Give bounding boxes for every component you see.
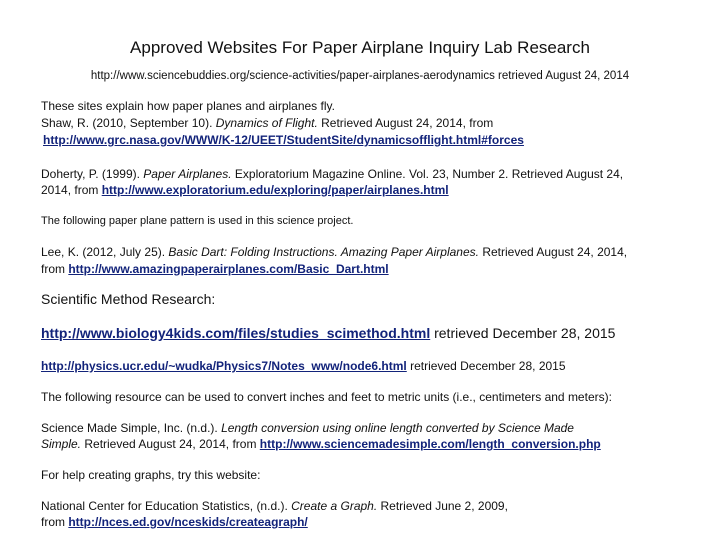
ref-sms-line2-suffix: Retrieved August 24, 2014, from (81, 437, 260, 451)
page-title: Approved Websites For Paper Airplane Inquiry Lab Research (130, 38, 590, 57)
ref-shaw-suffix: Retrieved August 24, 2014, from (317, 116, 494, 130)
nces-link[interactable]: http://nces.ed.gov/nceskids/createagraph/ (68, 515, 308, 529)
ref-nces-line1 (41, 498, 508, 514)
ref-shaw-prefix: Shaw, R. (2010, September 10). (41, 116, 216, 130)
biology4kids-link[interactable]: http://www.biology4kids.com/files/studies_scimethod.html (41, 325, 431, 341)
ref-doherty-line2-prefix: 2014, from (41, 183, 102, 197)
ref-nces-line2 (41, 514, 308, 530)
ref-shaw-line2 (43, 132, 524, 148)
ref-ucr (41, 358, 566, 374)
ref-doherty-line1 (41, 166, 623, 182)
ref-sms-title-end: Simple. (41, 437, 82, 451)
ref-nces-prefix: National Center for Education Statistics, (n.d.). (41, 499, 292, 513)
ref-biology4kids (41, 325, 615, 341)
ref-doherty-line2 (41, 182, 449, 198)
exploratorium-link[interactable]: http://www.exploratorium.edu/exploring/paper/airplanes.html (101, 183, 449, 197)
ref-biology4kids-suffix: retrieved December 28, 2015 (430, 325, 616, 341)
ref-nces-suffix: Retrieved June 2, 2009, (377, 499, 508, 513)
ref-lee-title: Basic Dart: Folding Instructions. Amazing Paper Airplanes. (168, 245, 479, 259)
ref-sms-prefix: Science Made Simple, Inc. (n.d.). (41, 421, 222, 435)
ref-sms-line2 (41, 436, 601, 452)
ref-ucr-suffix: retrieved December 28, 2015 (406, 359, 566, 373)
ref-nces-line2-prefix: from (41, 515, 69, 529)
ref-lee-line1 (41, 244, 627, 260)
ucr-physics-link[interactable]: http://physics.ucr.edu/~wudka/Physics7/Notes_www/node6.html (41, 359, 407, 373)
ref-nces-title: Create a Graph. (291, 499, 378, 513)
nasa-link[interactable]: http://www.grc.nasa.gov/WWW/K-12/UEET/StudentSite/dynamicsofflight.html#forces (43, 133, 524, 147)
ref-doherty-prefix: Doherty, P. (1999). (41, 167, 144, 181)
graph-note: For help creating graphs, try this website: (41, 468, 261, 482)
scientific-method-heading: Scientific Method Research: (41, 291, 216, 307)
pattern-note: The following paper plane pattern is used in this science project. (41, 215, 354, 227)
ref-sms-line1 (41, 420, 574, 436)
ref-lee-prefix: Lee, K. (2012, July 25). (41, 245, 169, 259)
ref-lee-suffix: Retrieved August 24, 2014, (479, 245, 628, 259)
ref-doherty-title: Paper Airplanes. (143, 167, 232, 181)
intro-text: These sites explain how paper planes and airplanes fly. (41, 99, 335, 113)
ref-lee-line2-prefix: from (41, 262, 69, 276)
sciencemadesimple-link[interactable]: http://www.sciencemadesimple.com/length_conversion.php (259, 437, 601, 451)
ref-lee-line2 (41, 261, 389, 277)
amazingpaperairplanes-link[interactable]: http://www.amazingpaperairplanes.com/Basic_Dart.html (68, 262, 389, 276)
ref-sms-title: Length conversion using online length converted by Science Made (221, 421, 574, 435)
ref-shaw-title: Dynamics of Flight. (215, 116, 318, 130)
convert-note: The following resource can be used to convert inches and feet to metric units (i.e., centimeters and meters): (41, 390, 612, 404)
ref-doherty-suffix: Exploratorium Magazine Online. Vol. 23, Number 2. Retrieved August 24, (231, 167, 624, 181)
sciencebuddies-source: http://www.sciencebuddies.org/science-activities/paper-airplanes-aerodynamics retrieved August 24, 2014 (90, 70, 630, 82)
ref-shaw-line1 (41, 115, 493, 131)
